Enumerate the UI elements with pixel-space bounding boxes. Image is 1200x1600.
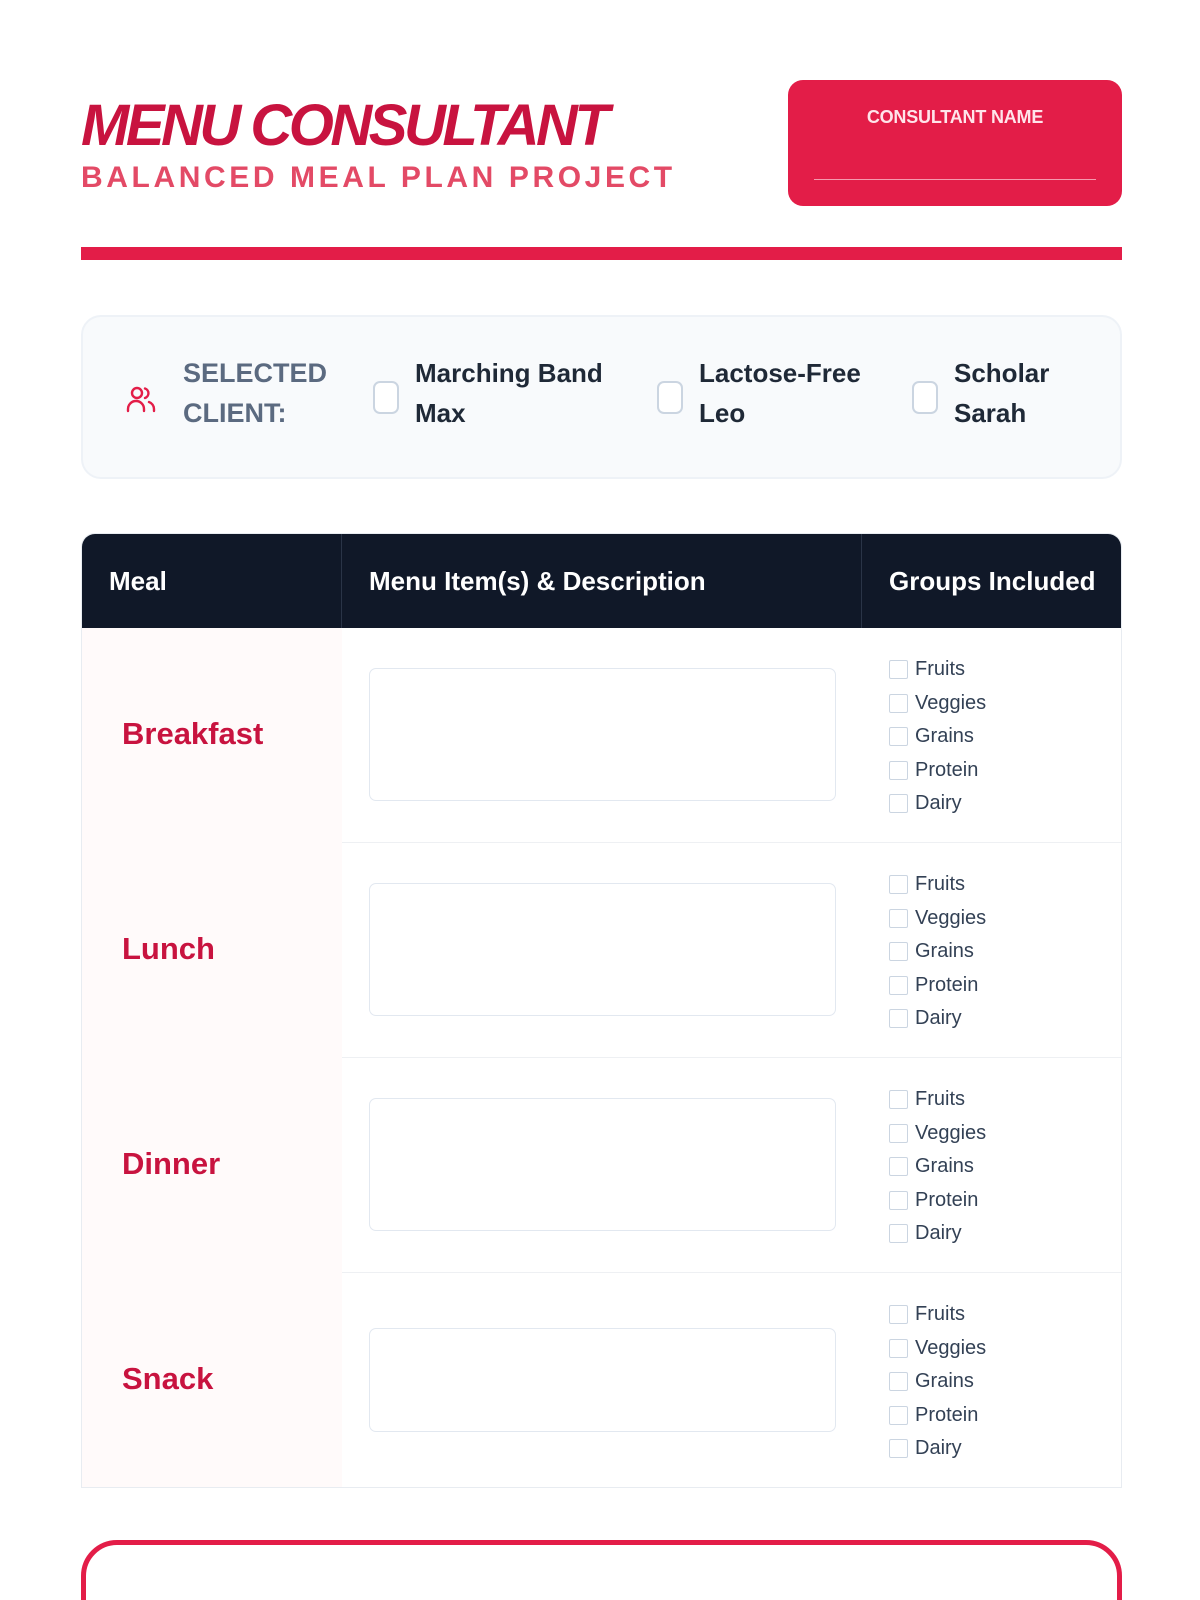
group-label: Fruits — [915, 1303, 965, 1325]
group-option-fruits[interactable] — [889, 1085, 1109, 1119]
group-option-fruits[interactable] — [889, 1300, 1109, 1334]
table-header — [82, 534, 1122, 628]
group-label: Dairy — [915, 1222, 962, 1244]
group-label: Dairy — [915, 1437, 962, 1459]
food-groups-list — [889, 1085, 1109, 1253]
menu-description-input[interactable] — [369, 668, 836, 801]
consultant-name-label: CONSULTANT NAME — [866, 107, 1044, 127]
meal-name: Dinner — [122, 1146, 221, 1181]
group-label: Fruits — [915, 658, 965, 680]
group-checkbox[interactable] — [889, 1372, 908, 1391]
group-label: Grains — [915, 940, 974, 962]
group-checkbox[interactable] — [889, 1090, 908, 1109]
group-option-dairy[interactable] — [889, 1219, 1109, 1253]
group-label: Protein — [915, 1403, 979, 1426]
header-divider — [81, 247, 1122, 260]
meal-name: Lunch — [122, 931, 215, 966]
group-option-grains[interactable] — [889, 937, 1109, 971]
group-label: Protein — [915, 758, 979, 781]
group-option-protein[interactable] — [889, 971, 1109, 1005]
group-label: Veggies — [915, 906, 987, 929]
group-checkbox[interactable] — [889, 694, 908, 713]
group-label: Veggies — [915, 691, 987, 714]
group-option-protein[interactable] — [889, 756, 1109, 790]
group-option-protein[interactable] — [889, 1401, 1109, 1435]
group-label: Dairy — [915, 792, 962, 814]
group-option-fruits[interactable] — [889, 655, 1109, 689]
client-option-label: Scholar Sarah — [954, 358, 1050, 428]
group-checkbox[interactable] — [889, 942, 908, 961]
group-checkbox[interactable] — [889, 660, 908, 679]
menu-description-input[interactable] — [369, 1098, 836, 1231]
group-checkbox[interactable] — [889, 1406, 908, 1425]
users-icon — [125, 383, 157, 415]
group-option-grains[interactable] — [889, 722, 1109, 756]
header-meal: Meal — [82, 534, 342, 628]
group-option-grains[interactable] — [889, 1152, 1109, 1186]
group-label: Grains — [915, 1370, 974, 1392]
header-menu-items: Menu Item(s) & Description — [342, 534, 862, 628]
meal-cell — [82, 1058, 342, 1273]
client-checkbox[interactable] — [912, 381, 938, 414]
group-option-veggies[interactable] — [889, 904, 1109, 938]
header-groups-included: Groups Included — [889, 566, 1096, 596]
group-checkbox[interactable] — [889, 909, 908, 928]
group-checkbox[interactable] — [889, 1191, 908, 1210]
meal-plan-table — [81, 533, 1122, 1488]
group-checkbox[interactable] — [889, 727, 908, 746]
group-label: Fruits — [915, 873, 965, 895]
group-label: Protein — [915, 973, 979, 996]
group-checkbox[interactable] — [889, 875, 908, 894]
group-option-dairy[interactable] — [889, 1004, 1109, 1038]
selected-client-label: SELECTED CLIENT: — [183, 358, 328, 428]
group-option-veggies[interactable] — [889, 1334, 1109, 1368]
client-option-label: Marching Band Max — [415, 358, 603, 428]
group-checkbox[interactable] — [889, 1009, 908, 1028]
client-selector-panel — [81, 315, 1122, 479]
table-row — [82, 1273, 1122, 1488]
page-header — [81, 80, 1122, 210]
group-label: Fruits — [915, 1088, 965, 1110]
group-checkbox[interactable] — [889, 794, 908, 813]
group-label: Veggies — [915, 1121, 987, 1144]
group-label: Protein — [915, 1188, 979, 1211]
group-option-dairy[interactable] — [889, 789, 1109, 823]
meal-cell — [82, 1273, 342, 1488]
table-row — [82, 628, 1122, 843]
group-option-protein[interactable] — [889, 1186, 1109, 1220]
client-checkbox[interactable] — [657, 381, 683, 414]
group-checkbox[interactable] — [889, 1224, 908, 1243]
meal-name: Breakfast — [122, 716, 264, 751]
table-row — [82, 1058, 1122, 1273]
group-label: Grains — [915, 1155, 974, 1177]
group-option-veggies[interactable] — [889, 689, 1109, 723]
meal-cell — [82, 843, 342, 1058]
menu-description-input[interactable] — [369, 883, 836, 1016]
group-checkbox[interactable] — [889, 976, 908, 995]
food-groups-list — [889, 655, 1109, 823]
table-row — [82, 843, 1122, 1058]
group-checkbox[interactable] — [889, 1157, 908, 1176]
client-checkbox[interactable] — [373, 381, 399, 414]
group-label: Veggies — [915, 1336, 987, 1359]
client-option-label: Lactose-Free Leo — [699, 358, 861, 428]
page-subtitle: BALANCED MEAL PLAN PROJECT — [81, 161, 676, 194]
meal-name: Snack — [122, 1361, 214, 1396]
group-option-fruits[interactable] — [889, 870, 1109, 904]
notes-box — [81, 1540, 1122, 1600]
consultant-name-card — [788, 80, 1122, 206]
group-option-grains[interactable] — [889, 1367, 1109, 1401]
food-groups-list — [889, 870, 1109, 1038]
group-checkbox[interactable] — [889, 761, 908, 780]
menu-description-input[interactable] — [369, 1328, 836, 1432]
group-checkbox[interactable] — [889, 1439, 908, 1458]
group-option-dairy[interactable] — [889, 1434, 1109, 1468]
group-checkbox[interactable] — [889, 1124, 908, 1143]
group-option-veggies[interactable] — [889, 1119, 1109, 1153]
consultant-name-input[interactable] — [814, 138, 1096, 180]
meal-cell — [82, 628, 342, 843]
group-checkbox[interactable] — [889, 1339, 908, 1358]
page-title: MENU CONSULTANT — [81, 93, 607, 158]
food-groups-list — [889, 1300, 1109, 1468]
group-label: Dairy — [915, 1007, 962, 1029]
group-checkbox[interactable] — [889, 1305, 908, 1324]
group-label: Grains — [915, 725, 974, 747]
